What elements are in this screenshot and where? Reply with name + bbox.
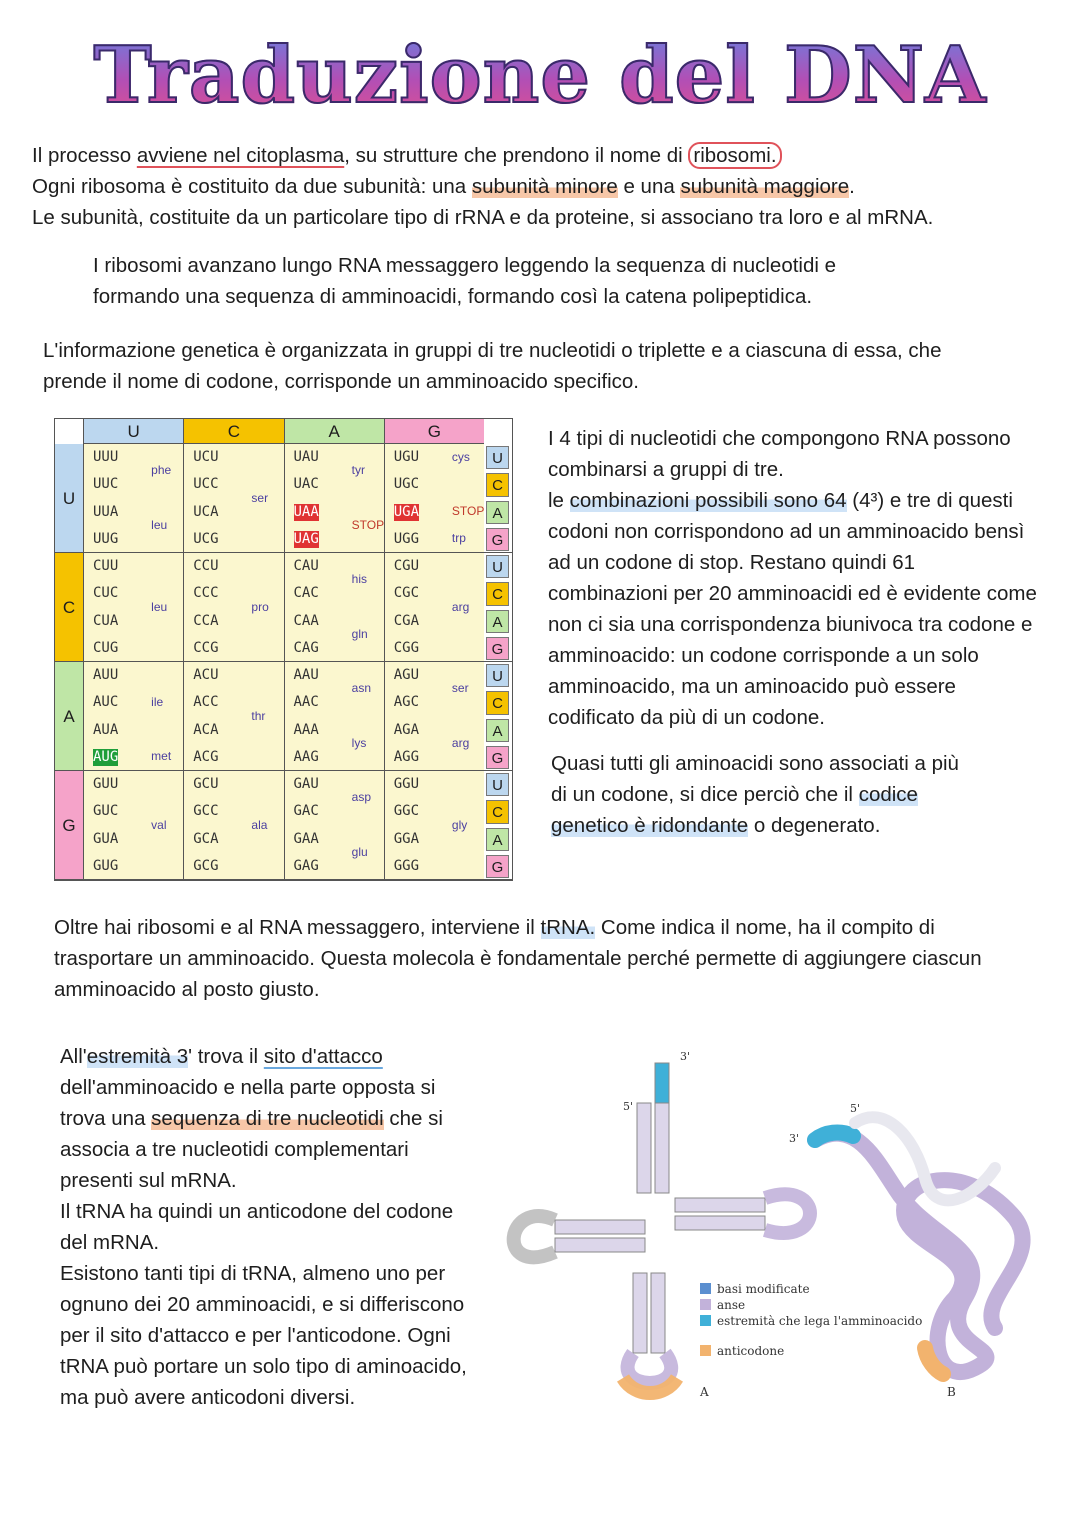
trna-detail-paragraph — [60, 1041, 480, 1413]
attachment-site-term: sito d'attacco — [263, 1045, 383, 1068]
codon: ACU — [193, 667, 219, 683]
column-divider — [284, 444, 285, 553]
legend-label: anticodone — [717, 1344, 785, 1358]
intro-text: Il processo — [32, 144, 137, 167]
third-base: C — [486, 473, 509, 496]
triplet-term: sequenza di tre nucleotidi — [151, 1107, 384, 1130]
amino-acid: ser — [451, 681, 469, 696]
codon: CAA — [293, 612, 319, 629]
codon: GUA — [93, 830, 119, 847]
codon-table — [54, 418, 513, 881]
codon: CAC — [293, 585, 319, 602]
codon: CUA — [93, 612, 119, 629]
row-header: A — [55, 662, 83, 771]
amino-acid: asp — [351, 790, 372, 805]
legend-swatch — [700, 1315, 711, 1326]
codon: GUU — [93, 776, 119, 792]
codon: CAG — [293, 639, 319, 656]
codon: GUG — [93, 857, 119, 874]
codon: GAG — [293, 857, 319, 874]
codon: GCG — [193, 857, 219, 874]
codon: UCG — [193, 530, 219, 547]
column-divider — [183, 662, 184, 771]
codon: GCU — [193, 776, 219, 792]
row-header: U — [55, 444, 83, 553]
codon: GAU — [293, 776, 319, 792]
trna-diagram — [495, 1048, 1055, 1408]
label-b: B — [947, 1385, 956, 1399]
codon: UUC — [93, 476, 119, 493]
third-base: C — [486, 691, 509, 714]
codon: AUC — [93, 694, 119, 711]
amino-acid: thr — [251, 708, 266, 723]
subunit-major-term: subunità maggiore — [680, 175, 850, 198]
row-divider — [83, 552, 512, 553]
amino-acid: arg — [451, 735, 470, 750]
codon: AGC — [393, 694, 420, 711]
nucleotides-text: le — [548, 489, 570, 512]
amino-acid: gln — [351, 626, 368, 641]
intro-text: Ogni ribosoma è costituito da due subunità: una — [32, 175, 472, 198]
amino-acid: ile — [151, 694, 164, 709]
third-base: G — [486, 746, 509, 769]
column-divider — [183, 553, 184, 662]
third-base: U — [486, 664, 509, 687]
amino-acid: STOP — [351, 517, 385, 532]
column-header: A — [284, 419, 384, 444]
third-base: U — [486, 773, 509, 796]
trna-text: Il tRNA ha quindi un anticodone del codone del mRNA. — [60, 1200, 454, 1254]
codon: UGG — [393, 530, 420, 547]
five-prime-label: 5' — [623, 1100, 634, 1113]
codon: AAU — [293, 667, 319, 683]
codon: CGU — [393, 558, 420, 574]
codon: GGG — [393, 857, 420, 874]
codon: CGA — [393, 612, 420, 629]
legend-label: estremità che lega l'amminoacido — [717, 1314, 923, 1328]
amino-acid: his — [351, 572, 367, 587]
trna-text: dell'amminoacido e nella parte opposta si trova una — [60, 1076, 436, 1130]
intro-text: . — [849, 175, 855, 198]
trna-text: All' — [60, 1045, 87, 1068]
amino-acid: ala — [251, 817, 268, 832]
column-divider — [384, 771, 385, 880]
trna-text: che si associa a tre nucleotidi complementari presenti sul mRNA. — [60, 1107, 443, 1192]
ribosomi-term: ribosomi. — [688, 142, 781, 169]
third-base: G — [486, 528, 509, 551]
row-divider — [83, 770, 512, 771]
codon: AUA — [93, 721, 119, 738]
subunit-minor-term: subunità minore — [471, 175, 618, 198]
third-base: A — [486, 501, 509, 524]
codon: UUG — [93, 530, 119, 547]
codon: CGG — [393, 639, 420, 656]
codon: CUC — [93, 585, 119, 602]
codon: AGU — [393, 667, 420, 683]
column-header: G — [384, 419, 484, 444]
codon: UAG — [293, 530, 319, 547]
legend-swatch — [700, 1283, 711, 1294]
codon: UGC — [393, 476, 420, 493]
codon: AAC — [293, 694, 319, 711]
amino-acid: leu — [151, 517, 168, 532]
codon: CAU — [293, 558, 319, 574]
codon: GUC — [93, 803, 119, 820]
codon: UUU — [93, 449, 119, 465]
redundant-text: o degenerato. — [748, 814, 881, 837]
codon: ACA — [193, 721, 219, 738]
column-divider — [183, 771, 184, 880]
codon: CUG — [93, 639, 119, 656]
codon: CCU — [193, 558, 219, 574]
codon: AAA — [293, 721, 319, 738]
amino-acid: met — [151, 749, 172, 764]
column-divider — [83, 662, 84, 771]
redundant-paragraph — [551, 748, 961, 841]
codon: CGC — [393, 585, 420, 602]
codon: ACG — [193, 748, 219, 765]
trna-text: ' trova il — [188, 1045, 264, 1068]
intro-text: Le subunità, costituite da un particolare tipo di rRNA e da proteine, si associano tra loro e al mRNA. — [32, 206, 934, 229]
column-header: C — [183, 419, 283, 444]
intro-paragraph — [32, 140, 1052, 233]
third-base: G — [486, 637, 509, 660]
nucleotides-paragraph — [548, 423, 1038, 733]
third-base: C — [486, 800, 509, 823]
codon: AGA — [393, 721, 420, 738]
codon: GCC — [193, 803, 219, 820]
page-title: Traduzione del DNA — [0, 30, 1080, 121]
column-divider — [284, 771, 285, 880]
amino-acid: phe — [151, 463, 172, 478]
three-prime-label-b: 3' — [789, 1132, 800, 1145]
trna-intro-paragraph — [54, 912, 1034, 1005]
column-header: U — [83, 419, 183, 444]
genetic-info-paragraph: L'informazione genetica è organizzata in gruppi di tre nucleotidi o triplette e a ciascuna di essa, che prende il nome di codone, corrisponde un amminoacido specifico. — [43, 339, 942, 393]
trna-text: Esistono tanti tipi di tRNA, almeno uno per ognuno dei 20 amminoacidi, e si differiscono per il sito d'attacco e per l'anticodone. Ogni tRNA può portare un solo tipo di aminoacido, ma può avere anticodoni diversi. — [60, 1262, 467, 1409]
amino-acid: leu — [151, 599, 168, 614]
codon: ACC — [193, 694, 219, 711]
row-divider — [83, 879, 512, 880]
third-base: A — [486, 828, 509, 851]
codon: GGA — [393, 830, 420, 847]
amino-acid: asn — [351, 681, 372, 696]
third-base: G — [486, 855, 509, 878]
codon: AAG — [293, 748, 319, 765]
amino-acid: cys — [451, 449, 470, 464]
amino-acid: lys — [351, 735, 367, 750]
codon: AGG — [393, 748, 420, 765]
codon: UAU — [293, 449, 319, 465]
amino-acid: tyr — [351, 463, 365, 478]
codon: GAC — [293, 803, 319, 820]
codon: UGU — [393, 449, 420, 465]
legend-swatch — [700, 1299, 711, 1310]
codon: UCA — [193, 503, 219, 520]
column-divider — [83, 553, 84, 662]
five-prime-label-b: 5' — [850, 1102, 861, 1115]
amino-acid: glu — [351, 844, 368, 859]
third-base: C — [486, 582, 509, 605]
diagram-legend — [700, 1282, 922, 1358]
codon: CCG — [193, 639, 219, 656]
column-divider — [384, 553, 385, 662]
intro-highlight: avviene nel citoplasma — [136, 144, 345, 167]
amino-acid: pro — [251, 599, 269, 614]
trna-3d-structure — [815, 1117, 1023, 1374]
codon: CCA — [193, 612, 219, 629]
row-header: C — [55, 553, 83, 662]
codon: GAA — [293, 830, 319, 847]
codon: UCC — [193, 476, 219, 493]
trna-term: tRNA. — [540, 916, 596, 939]
codon: AUG — [93, 748, 119, 765]
column-divider — [83, 444, 84, 553]
amino-acid: gly — [451, 817, 468, 832]
trna-intro-text: Come indica il nome, ha il compito di trasportare un amminoacido. Questa molecola è fondamentale perché permette di aggiungere ciascun amminoacido al posto giusto. — [54, 916, 982, 1001]
codon: GCA — [193, 830, 219, 847]
row-header: G — [55, 771, 83, 880]
codon: CCC — [193, 585, 219, 602]
column-divider — [284, 553, 285, 662]
codon: UAC — [293, 476, 319, 493]
amino-acid: STOP — [451, 504, 485, 519]
column-divider — [183, 444, 184, 553]
legend-label: anse — [717, 1298, 746, 1312]
third-base: U — [486, 446, 509, 469]
row-divider — [83, 661, 512, 662]
combinations-highlight: combinazioni possibili sono 64 — [569, 489, 847, 512]
column-divider — [83, 771, 84, 880]
redundant-text: Quasi tutti gli aminoacidi sono associati a più di un codone, si dice perciò che il — [551, 752, 959, 806]
amino-acid: arg — [451, 599, 470, 614]
third-base: A — [486, 610, 509, 633]
column-divider — [384, 444, 385, 553]
third-base: U — [486, 555, 509, 578]
nucleotides-text: I 4 tipi di nucleotidi che compongono RNA possono combinarsi a gruppi di tre. — [548, 427, 1011, 481]
legend-label: basi modificate — [717, 1282, 810, 1296]
ribosomes-paragraph: I ribosomi avanzano lungo RNA messaggero leggendo la sequenza di nucleotidi e formando una sequenza di amminoacidi, formando così la catena polipeptidica. — [93, 254, 837, 308]
column-divider — [284, 662, 285, 771]
third-base: A — [486, 719, 509, 742]
three-prime-label: 3' — [680, 1050, 691, 1063]
intro-text: , su strutture che prendono il nome di — [344, 144, 689, 167]
codon: UGA — [393, 503, 420, 520]
amino-acid: trp — [451, 531, 466, 546]
nucleotides-text: (4³) e tre di questi codoni non corrispondono ad un amminoacido bensì ad un codone di stop. Restano quindi 61 combinazioni per 20 amminoacidi ed è evidente come non ci sia una corrispondenza biunivoca tra codone e amminoacido: un codone corrisponde a un solo amminoacido, ma un aminoacido può essere codificato da più di un codone. — [548, 489, 1037, 729]
codon: GGU — [393, 776, 420, 792]
label-a: A — [700, 1385, 709, 1399]
intro-text: e una — [617, 175, 681, 198]
codon: UUA — [93, 503, 119, 520]
codon: CUU — [93, 558, 119, 574]
amino-acid: val — [151, 817, 167, 832]
codon: AUU — [93, 667, 119, 683]
redundant-highlight: codice genetico è ridondante — [551, 783, 918, 837]
trna-intro-text: Oltre hai ribosomi e al RNA messaggero, interviene il — [54, 916, 541, 939]
codon: GGC — [393, 803, 420, 820]
extremity-term: estremità 3 — [86, 1045, 189, 1068]
column-divider — [384, 662, 385, 771]
codon: UCU — [193, 449, 219, 465]
codon: UAA — [293, 503, 319, 520]
amino-acid: ser — [251, 490, 269, 505]
legend-swatch — [700, 1345, 711, 1356]
